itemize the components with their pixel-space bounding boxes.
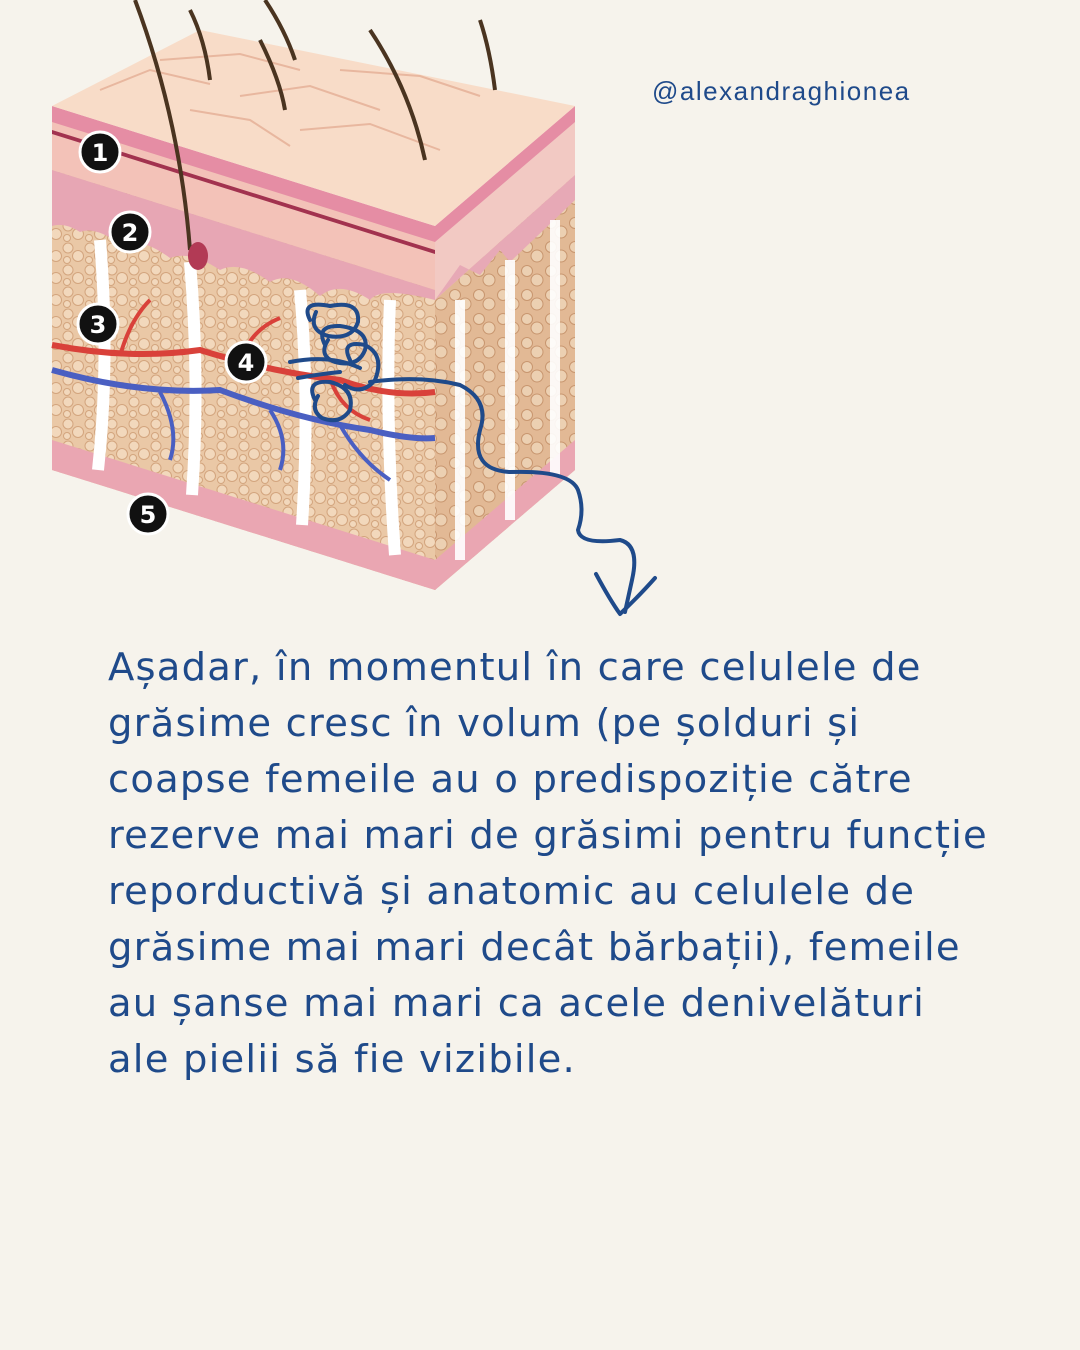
author-handle: @alexandraghionea xyxy=(652,76,911,106)
marker-1 xyxy=(80,132,120,172)
skin-cross-section-diagram xyxy=(40,0,680,640)
svg-text:4: 4 xyxy=(237,349,255,377)
svg-text:1: 1 xyxy=(91,139,109,167)
main-paragraph: Așadar, în momentul în care celulele de grăsime cresc în volum (pe șolduri și coapse femeile au o predispoziție către rezerve mai mari de grăsimi pentru funcție reporductivă și anatomic au celulele de grăsime mai mari decât bărbații), femeile au șanse mai mari ca acele denivelături ale pielii să fie vizibile. xyxy=(108,645,988,1082)
marker-4 xyxy=(226,342,266,382)
svg-text:5: 5 xyxy=(139,501,157,529)
marker-5 xyxy=(128,494,168,534)
marker-3 xyxy=(78,304,118,344)
svg-text:2: 2 xyxy=(121,219,139,247)
hair-follicle xyxy=(188,242,208,270)
marker-2 xyxy=(110,212,150,252)
svg-text:3: 3 xyxy=(89,311,107,339)
